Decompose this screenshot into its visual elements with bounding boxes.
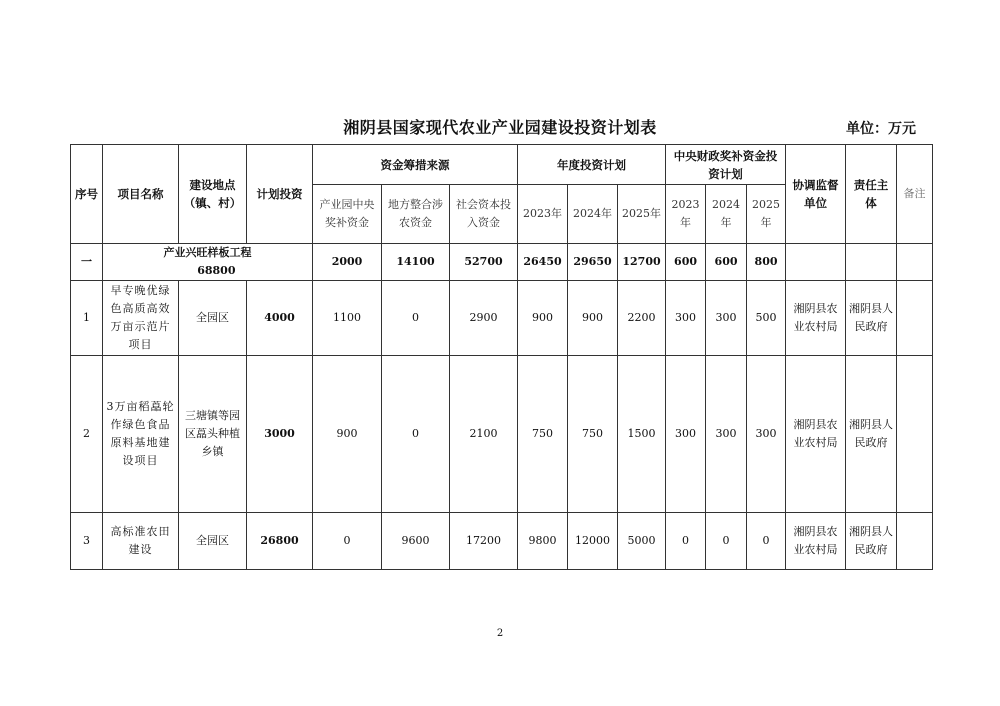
row-plan: 3000 bbox=[247, 356, 313, 513]
summary-resp bbox=[846, 244, 897, 281]
header-central-2025: 2025年 bbox=[747, 185, 786, 244]
header-seq: 序号 bbox=[71, 145, 103, 244]
row-c2: 300 bbox=[706, 356, 747, 513]
summary-f3: 52700 bbox=[450, 244, 518, 281]
page-number: 2 bbox=[496, 628, 504, 639]
row-a3: 5000 bbox=[618, 513, 666, 570]
row-name: 早专晚优绿色高质高效万亩示范片项目 bbox=[103, 281, 179, 356]
header-annual-group: 年度投资计划 bbox=[518, 145, 666, 185]
row-resp: 湘阴县人民政府 bbox=[846, 513, 897, 570]
row-note bbox=[897, 281, 933, 356]
header-central-2024: 2024年 bbox=[706, 185, 747, 244]
header-annual-2025: 2025年 bbox=[618, 185, 666, 244]
header-coord: 协调监督单位 bbox=[786, 145, 846, 244]
row-f1: 1100 bbox=[313, 281, 382, 356]
row-a2: 12000 bbox=[568, 513, 618, 570]
row-a1: 750 bbox=[518, 356, 568, 513]
row-f3: 2100 bbox=[450, 356, 518, 513]
row-location: 三塘镇等园区藠头种植乡镇 bbox=[179, 356, 247, 513]
row-coord: 湘阴县农业农村局 bbox=[786, 281, 846, 356]
row-note bbox=[897, 356, 933, 513]
summary-seq: 一 bbox=[71, 244, 103, 281]
header-funding-local: 地方整合涉农资金 bbox=[382, 185, 450, 244]
row-f1: 0 bbox=[313, 513, 382, 570]
row-seq: 1 bbox=[71, 281, 103, 356]
header-row-1 bbox=[71, 145, 933, 185]
row-note bbox=[897, 513, 933, 570]
header-location: 建设地点（镇、村） bbox=[179, 145, 247, 244]
row-f3: 2900 bbox=[450, 281, 518, 356]
row-c3: 0 bbox=[747, 513, 786, 570]
summary-f1: 2000 bbox=[313, 244, 382, 281]
page-title: 湘阴县国家现代农业产业园建设投资计划表 bbox=[343, 118, 657, 137]
header-note: 备注 bbox=[897, 145, 933, 244]
summary-c2: 600 bbox=[706, 244, 747, 281]
row-f2: 0 bbox=[382, 281, 450, 356]
row-name: 高标准农田建设 bbox=[103, 513, 179, 570]
row-c3: 300 bbox=[747, 356, 786, 513]
summary-row bbox=[71, 244, 933, 281]
row-plan: 4000 bbox=[247, 281, 313, 356]
row-seq: 3 bbox=[71, 513, 103, 570]
header-funding-central: 产业园中央奖补资金 bbox=[313, 185, 382, 244]
row-coord: 湘阴县农业农村局 bbox=[786, 356, 846, 513]
header-central-2023: 2023年 bbox=[666, 185, 706, 244]
summary-a3: 12700 bbox=[618, 244, 666, 281]
row-c3: 500 bbox=[747, 281, 786, 356]
summary-plan: 68800 bbox=[197, 264, 236, 277]
row-c1: 0 bbox=[666, 513, 706, 570]
summary-f2: 14100 bbox=[382, 244, 450, 281]
summary-c3: 800 bbox=[747, 244, 786, 281]
summary-c1: 600 bbox=[666, 244, 706, 281]
row-c2: 300 bbox=[706, 281, 747, 356]
row-a2: 750 bbox=[568, 356, 618, 513]
table-row bbox=[71, 281, 933, 356]
row-a3: 2200 bbox=[618, 281, 666, 356]
row-seq: 2 bbox=[71, 356, 103, 513]
row-f2: 9600 bbox=[382, 513, 450, 570]
row-f1: 900 bbox=[313, 356, 382, 513]
summary-name bbox=[103, 244, 313, 281]
row-plan: 26800 bbox=[247, 513, 313, 570]
header-name: 项目名称 bbox=[103, 145, 179, 244]
table-row bbox=[71, 513, 933, 570]
investment-table bbox=[70, 144, 933, 570]
row-location: 全园区 bbox=[179, 513, 247, 570]
header-annual-2023: 2023年 bbox=[518, 185, 568, 244]
header-funding-social: 社会资本投入资金 bbox=[450, 185, 518, 244]
row-name: 3万亩稻藠轮作绿色食品原料基地建设项目 bbox=[103, 356, 179, 513]
summary-a2: 29650 bbox=[568, 244, 618, 281]
row-f2: 0 bbox=[382, 356, 450, 513]
unit-label: 单位：万元 bbox=[846, 121, 916, 137]
summary-note bbox=[897, 244, 933, 281]
table-row bbox=[71, 356, 933, 513]
row-f3: 17200 bbox=[450, 513, 518, 570]
row-a1: 900 bbox=[518, 281, 568, 356]
row-resp: 湘阴县人民政府 bbox=[846, 356, 897, 513]
row-c1: 300 bbox=[666, 281, 706, 356]
header-resp: 责任主体 bbox=[846, 145, 897, 244]
row-a3: 1500 bbox=[618, 356, 666, 513]
header-central-group: 中央财政奖补资金投资计划 bbox=[666, 145, 786, 185]
row-a2: 900 bbox=[568, 281, 618, 356]
row-location: 全园区 bbox=[179, 281, 247, 356]
summary-coord bbox=[786, 244, 846, 281]
summary-a1: 26450 bbox=[518, 244, 568, 281]
row-c1: 300 bbox=[666, 356, 706, 513]
summary-name-text: 产业兴旺样板工程 bbox=[163, 246, 252, 259]
header-plan: 计划投资 bbox=[247, 145, 313, 244]
row-resp: 湘阴县人民政府 bbox=[846, 281, 897, 356]
row-coord: 湘阴县农业农村局 bbox=[786, 513, 846, 570]
header-funding-group: 资金筹措来源 bbox=[313, 145, 518, 185]
row-a1: 9800 bbox=[518, 513, 568, 570]
row-c2: 0 bbox=[706, 513, 747, 570]
header-annual-2024: 2024年 bbox=[568, 185, 618, 244]
